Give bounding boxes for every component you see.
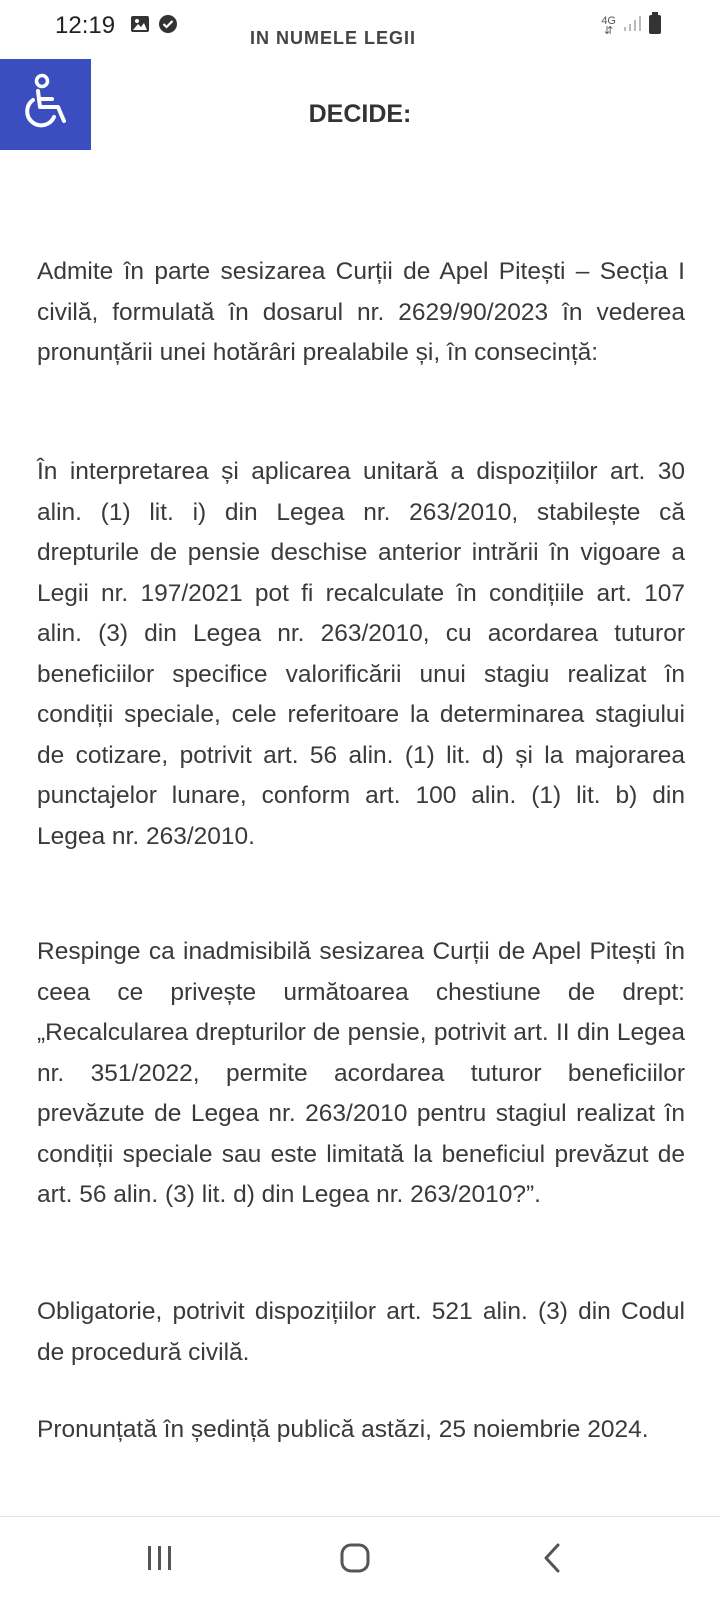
home-button[interactable]	[325, 1537, 385, 1581]
battery-icon	[648, 12, 662, 39]
signal-icon	[622, 13, 642, 38]
navigation-bar	[0, 1517, 720, 1600]
page-heading: DECIDE:	[308, 100, 412, 128]
clipped-heading: IN NUMELE LEGII	[250, 28, 417, 48]
check-circle-icon	[158, 14, 178, 39]
status-time: 12:19	[55, 12, 116, 39]
status-notification-icons	[130, 14, 178, 39]
home-icon	[339, 1542, 371, 1577]
back-button[interactable]	[522, 1537, 582, 1581]
paragraph-admission: Admite în parte sesizarea Curții de Apel Pitești – Secția I civilă, formulată în dosarul nr. 2629/90/2023 în vederea pronunțării unei hotărâri prealabile și, în consecință:	[37, 258, 685, 366]
gallery-icon	[130, 14, 150, 39]
recent-apps-icon	[145, 1544, 175, 1575]
paragraph-rejection: Respinge ca inadmisibilă sesizarea Curții de Apel Pitești în ceea ce privește următoarea chestiune de drept: „Recalcularea drepturilor de pensie, potrivit art. II din Legea nr. 351/2022, permite acordarea tuturor beneficiilor prevăzute de Legea nr. 263/2010 pentru stagiul realizat în condiții speciale sau este limitată la beneficiul prevăzut de art. 56 alin. (3) lit. d) din Legea nr. 263/2010?”.	[37, 938, 685, 1208]
status-system-icons	[601, 12, 662, 39]
paragraph-interpretation: În interpretarea și aplicarea unitară a dispozițiilor art. 30 alin. (1) lit. i) din Legea nr. 263/2010, stabilește că drepturile de pensie deschise anterior intrării în vigoare a Legii nr. 197/2021 pot fi recalculate în condițiile art. 107 alin. (3) din Legea nr. 263/2010, cu acordarea tuturor beneficiilor specifice valorificării unui stagiu realizat în condiții speciale, cele referitoare la determinarea stagiului de cotizare, potrivit art. 56 alin. (1) lit. d) și la majorarea punctajelor lunare, conform art. 100 alin. (1) lit. b) din Legea nr. 263/2010.	[37, 458, 685, 850]
recent-apps-button[interactable]	[130, 1537, 190, 1581]
paragraph-mandatory: Obligatorie, potrivit dispozițiilor art. 521 alin. (3) din Codul de procedură civilă.	[37, 1298, 685, 1366]
paragraph-pronounced: Pronunțată în ședință publică astăzi, 25 noiembrie 2024.	[37, 1416, 649, 1443]
back-icon	[540, 1542, 564, 1577]
network-type-label: 4G ⇵	[601, 14, 616, 37]
